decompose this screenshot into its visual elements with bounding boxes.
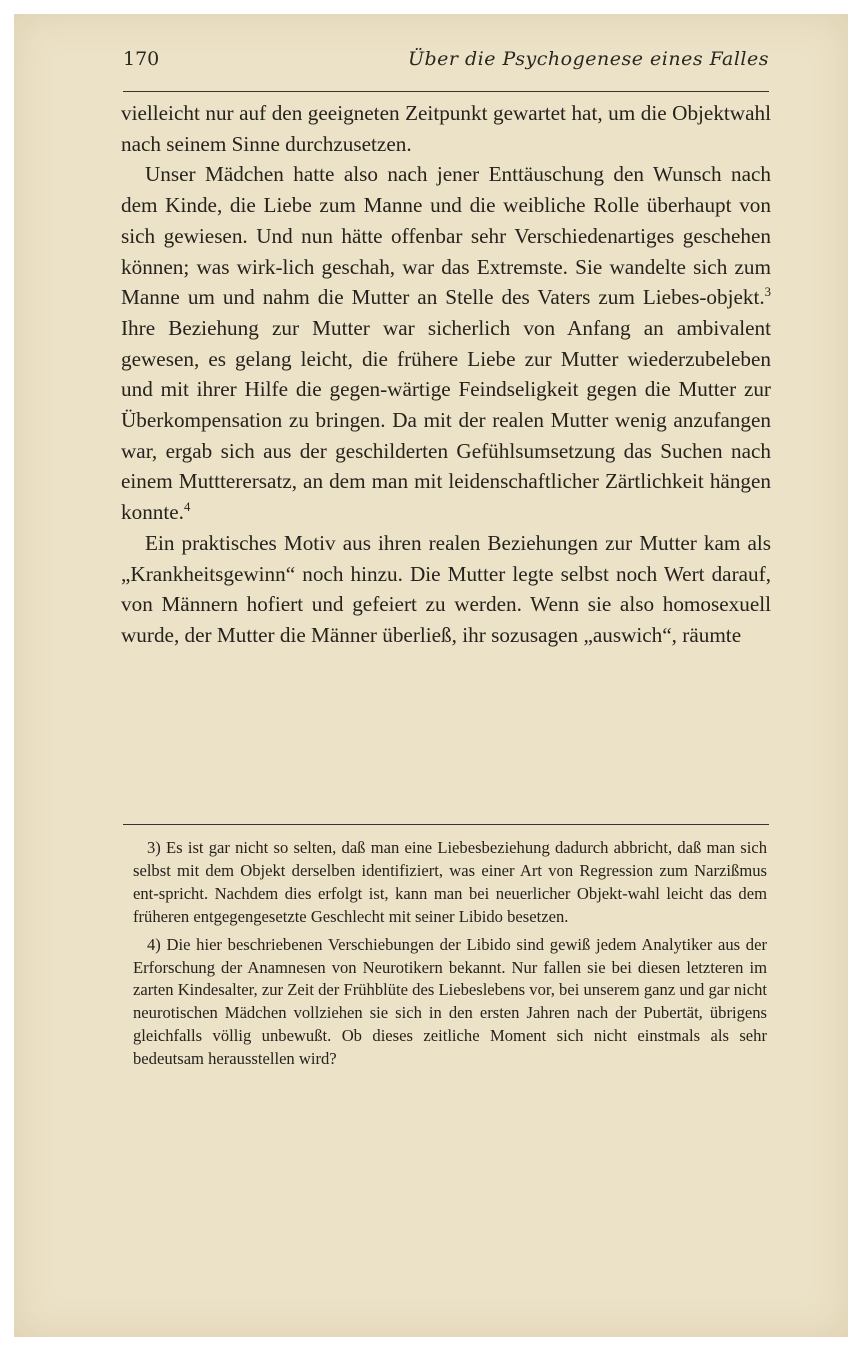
main-text bbox=[121, 98, 771, 651]
footnote-4: 4) Die hier beschriebenen Verschiebungen der Libido sind gewiß jedem Analytiker aus der Erforschung der Anamnesen von Neurotikern bekannt. Nur fallen sie bei diesen letzteren im zarten Kindesalter, zur Zeit der Frühblüte des Liebeslebens vor, bei unserem ganz und gar nicht neurotischen Mädchen vollziehen sie sich in den ersten Jahren nach der Pubertät, übrigens gleichfalls völlig unbewußt. Ob dieses zeitliche Moment sich nicht einstmals als sehr bedeutsam herausstellen wird? bbox=[133, 934, 767, 1069]
footnote-ref-3: 3 bbox=[764, 285, 771, 300]
page-header bbox=[123, 42, 769, 72]
header-rule bbox=[123, 91, 769, 92]
paragraph-2 bbox=[121, 159, 771, 527]
footnote-rule bbox=[123, 824, 769, 825]
running-title: Über die Psychogenese eines Falles bbox=[407, 48, 769, 70]
page-number: 170 bbox=[123, 48, 160, 70]
paragraph-3: Ein praktisches Motiv aus ihren realen Beziehungen zur Mutter kam als „Krankheitsgewinn“ noch hinzu. Die Mutter legte selbst noch Wert darauf, von Männern hofiert und gefeiert zu werden. Wenn sie also homosexuell wurde, der Mutter die Männer überließ, ihr sozusagen „auswich“, räumte bbox=[121, 530, 771, 647]
footnotes bbox=[133, 837, 767, 1071]
footnote-ref-4: 4 bbox=[183, 500, 191, 515]
paragraph-2-part-2: Ihre Beziehung zur Mutter war sicherlich von Anfang an ambivalent gewesen, es gelang leicht, die frühere Liebe zur Mutter wiederzubeleben und mit ihrer Hilfe die gegen-wärtige Feindseligkeit gegen die Mutter zur Überkompensation zu bringen. Da mit der realen Mutter wenig anzufangen war, ergab sich aus der geschilderten Gefühlsumsetzung das Suchen nach einem Muttterersatz, an dem man mit leidenschaftlicher Zärtlichkeit hängen konnte. bbox=[121, 315, 771, 525]
footnote-3: 3) Es ist gar nicht so selten, daß man eine Liebesbeziehung dadurch abbricht, daß man sich selbst mit dem Objekt derselben identifiziert, was einer Art von Regression zum Narzißmus ent-spricht. Nachdem dies erfolgt ist, kann man bei neuerlicher Objekt-wahl leicht das dem früheren entgegengesetzte Geschlecht mit seiner Libido besetzen. bbox=[133, 838, 767, 926]
paragraph-1: vielleicht nur auf den geeigneten Zeitpunkt gewartet hat, um die Objektwahl nach seinem Sinne durchzusetzen. bbox=[121, 101, 771, 156]
paragraph-2-part-1: Unser Mädchen hatte also nach jener Enttäuschung den Wunsch nach dem Kinde, die Liebe zum Manne und die weibliche Rolle überhaupt von sich gewiesen. Und nun hätte offenbar sehr Verschiedenartiges geschehen können; was wirk-lich geschah, war das Extremste. Sie wandelte sich zum Manne um und nahm die Mutter an Stelle des Vaters zum Liebes-objekt. bbox=[121, 162, 771, 310]
